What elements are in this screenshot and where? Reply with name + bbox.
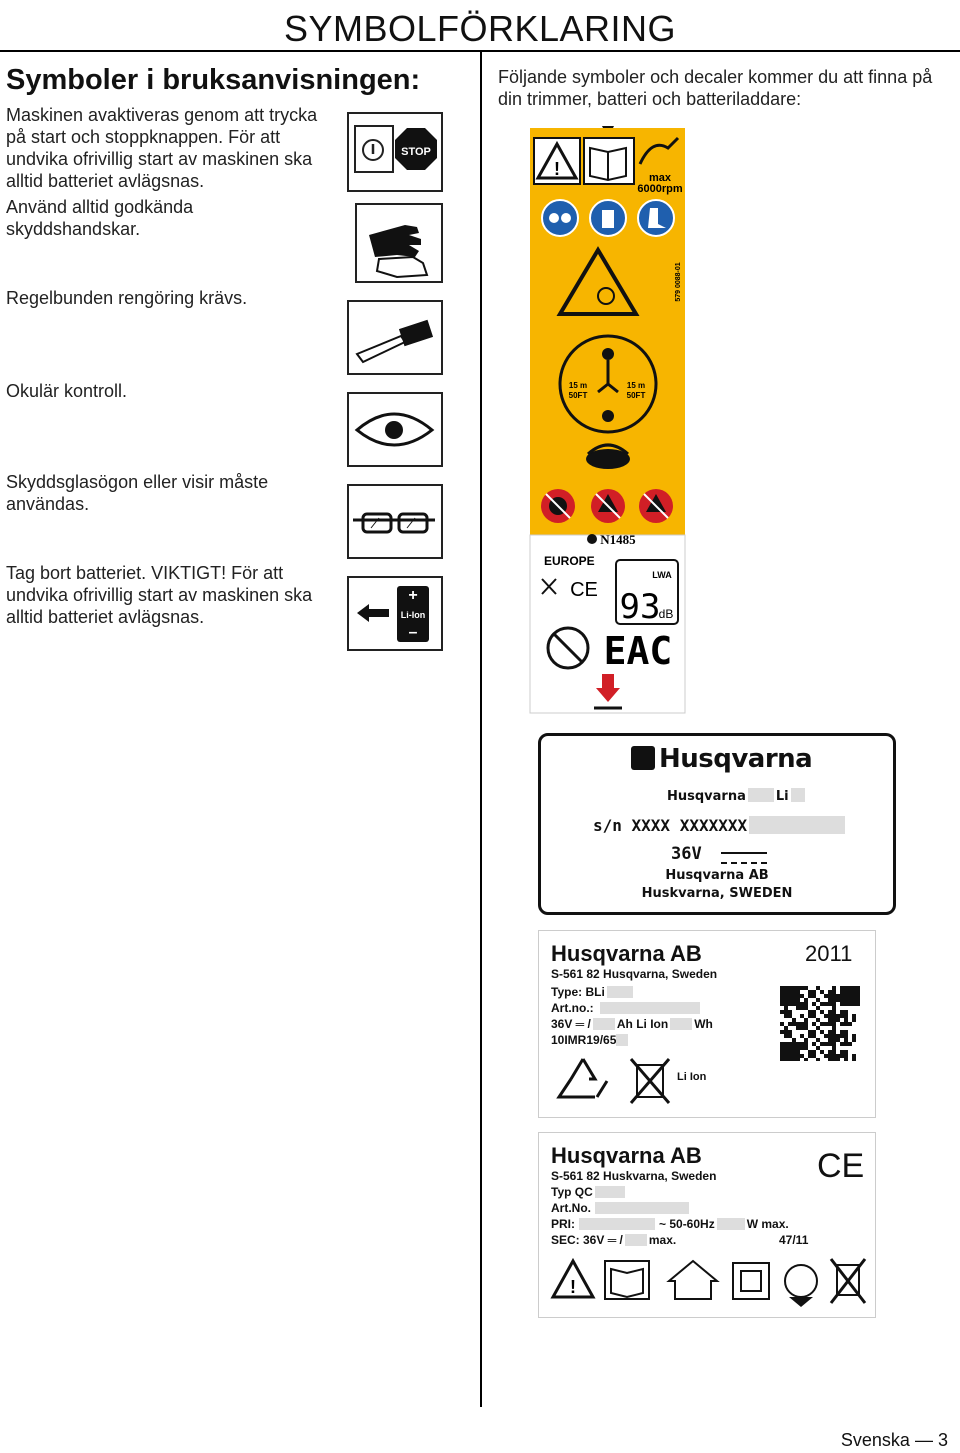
stop-label: STOP [401,146,431,158]
product-plate: Husqvarna Husqvarna Li s/n XXXX XXXXXXX 36V Husqvarna AB Huskvarna, SWEDEN [538,733,896,915]
column-divider [480,52,482,1407]
double-insulation-icon [733,1263,769,1299]
goggles-icon [347,484,443,559]
text-goggles: Skyddsglasögon eller visir måste användas. [6,472,269,514]
section-heading: Symboler i bruksanvisningen: [6,64,421,96]
svg-text:50FT: 50FT [568,391,588,400]
crown-h-icon [631,746,655,770]
svg-text:max: max [648,172,672,184]
brush-icon [347,300,443,375]
husqvarna-logo: Husqvarna [631,744,812,774]
svg-text:Li-Ion: Li-Ion [400,610,426,620]
gloves-icon [355,203,443,283]
safety-transformer-icon [785,1265,817,1307]
weee-bin-icon [625,1053,675,1107]
text-inspection: Okulär kontroll. [6,381,128,401]
svg-text:579 0088-01: 579 0088-01 [675,262,682,302]
recycle-icon [553,1053,613,1107]
trimmer-decal [528,124,688,714]
svg-text:EAC: EAC [603,629,673,673]
text-gloves: Använd alltid godkända skyddshandskar. [6,197,194,239]
text-cleaning: Regelbunden rengöring krävs. [6,288,248,308]
svg-text:50FT: 50FT [626,391,646,400]
text-stop: Maskinen avaktiveras genom att trycka på start och stoppknappen. För att undvika ofrivillig start av maskinen ska alltid batteriet avlägsnas. [6,105,318,191]
eye-icon [347,392,443,467]
charger-manual-icon [605,1261,649,1299]
stop-button-icon [347,112,443,192]
charger-weee-icon [831,1259,865,1303]
svg-text:N1485: N1485 [600,532,636,547]
intro-text: Följande symboler och decaler kommer du att finna på din trimmer, batteri och batteriladdare: [498,67,933,109]
battery-remove-icon [347,576,443,651]
page-title: SYMBOLFÖRKLARING [283,8,677,49]
svg-text:15 m: 15 m [626,381,646,390]
page-footer: Svenska — 3 [840,1430,948,1450]
ce-mark: CE [817,1147,865,1185]
svg-text:dB: dB [658,607,674,621]
serial-number: s/n XXXX XXXXXXX [593,816,748,835]
dc-symbol [721,852,767,864]
svg-text:6000rpm: 6000rpm [637,183,683,195]
svg-text:15 m: 15 m [568,381,588,390]
svg-text:!: ! [570,1277,576,1297]
ear-eye-protection-icon [542,200,578,236]
charger-plate: Husqvarna AB S-561 82 Huskvarna, Sweden CE Typ QC Art.No. PRI: ~ 50-60Hz W max. SEC: 36V ═ / max. 47/11 ! [538,1132,876,1318]
svg-text:CE: CE [570,579,598,601]
svg-text:LWA: LWA [652,570,672,580]
qr-code [779,985,861,1061]
battery-plate: Husqvarna AB 2011 S-561 82 Husqvarna, Sweden Type: BLi Art.no.: 36V ═ / Ah Li Ion Wh 10IMR19/65 Li Ion [538,930,876,1118]
svg-text:EUROPE: EUROPE [544,554,595,568]
text-battery: Tag bort batteriet. VIKTIGT! För att undvika ofrivillig start av maskinen ska alltid batteriet avlägsnas. [6,563,313,627]
svg-text:!: ! [554,159,560,179]
svg-text:93: 93 [619,587,661,627]
svg-text:+: + [408,587,418,604]
voltage: 36V [671,844,702,864]
svg-text:–: – [408,624,418,641]
charger-warning-icon [553,1261,593,1297]
indoor-use-icon [669,1261,717,1299]
